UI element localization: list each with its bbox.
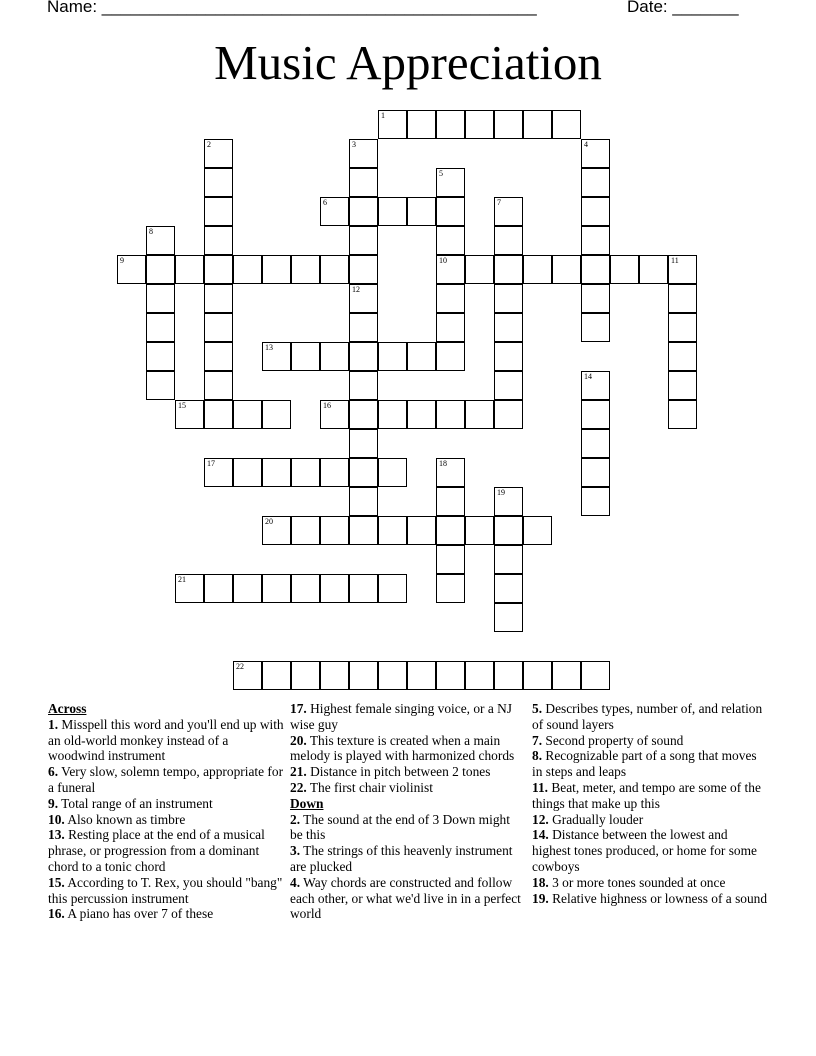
crossword-cell[interactable] [494, 487, 523, 516]
crossword-cell[interactable] [349, 574, 378, 603]
clue-number-label: 19. [532, 890, 549, 906]
clue-item [532, 827, 768, 874]
clue-number-label: 7. [532, 732, 543, 748]
clue-text: The first chair violinist [306, 779, 433, 795]
clue-text: Describes types, number of, and relation of sound layers [532, 701, 763, 732]
crossword-cell[interactable] [436, 516, 465, 545]
clue-number-label: 16. [48, 906, 65, 922]
clue-number: 16 [323, 401, 331, 410]
crossword-cell[interactable] [320, 342, 349, 371]
clue-number: 5 [439, 169, 443, 178]
crossword-cell[interactable] [552, 110, 581, 139]
crossword-cell[interactable] [262, 574, 291, 603]
clue-number: 2 [207, 140, 211, 149]
crossword-cell[interactable] [233, 574, 262, 603]
crossword-cell[interactable] [320, 574, 349, 603]
crossword-cell[interactable] [291, 516, 320, 545]
crossword-cell[interactable] [436, 255, 465, 284]
crossword-cell[interactable] [523, 255, 552, 284]
crossword-cell[interactable] [407, 110, 436, 139]
crossword-cell[interactable] [146, 371, 175, 400]
clue-number-label: 8. [532, 748, 543, 764]
crossword-cell[interactable] [581, 168, 610, 197]
crossword-cell[interactable] [204, 458, 233, 487]
clue-text: Second property of sound [542, 732, 684, 748]
clue-number: 19 [497, 488, 505, 497]
crossword-cell[interactable] [668, 342, 697, 371]
clues-column-2 [290, 701, 522, 922]
crossword-cell[interactable] [349, 226, 378, 255]
clue-item [290, 812, 522, 844]
crossword-cell[interactable] [581, 139, 610, 168]
crossword-cell[interactable] [494, 342, 523, 371]
crossword-cell[interactable] [407, 197, 436, 226]
clue-item [290, 875, 522, 922]
crossword-cell[interactable] [349, 458, 378, 487]
clue-text: Distance in pitch between 2 tones [306, 764, 491, 780]
crossword-cell[interactable] [291, 458, 320, 487]
crossword-cell[interactable] [349, 371, 378, 400]
clue-item [290, 701, 522, 733]
clue-number: 11 [671, 256, 679, 265]
clue-number: 6 [323, 198, 327, 207]
crossword-cell[interactable] [233, 661, 262, 690]
clue-text: A piano has over 7 of these [64, 906, 214, 922]
clue-item [290, 764, 522, 780]
crossword-cell[interactable] [175, 574, 204, 603]
crossword-cell[interactable] [407, 400, 436, 429]
crossword-cell[interactable] [523, 516, 552, 545]
crossword-cell[interactable] [668, 313, 697, 342]
crossword-cell[interactable] [320, 661, 349, 690]
crossword-cell[interactable] [552, 661, 581, 690]
crossword-cell[interactable] [378, 458, 407, 487]
crossword-cell[interactable] [146, 255, 175, 284]
crossword-cell[interactable] [175, 400, 204, 429]
clue-number: 7 [497, 198, 501, 207]
crossword-cell[interactable] [378, 574, 407, 603]
crossword-cell[interactable] [436, 110, 465, 139]
crossword-cell[interactable] [668, 400, 697, 429]
crossword-cell[interactable] [494, 661, 523, 690]
clue-number: 3 [352, 140, 356, 149]
clue-text: Recognizable part of a song that moves in steps and leaps [532, 748, 757, 780]
clue-text: Total range of an instrument [58, 795, 213, 811]
clue-item [532, 733, 768, 749]
clue-number: 20 [265, 517, 273, 526]
clue-item [290, 780, 522, 796]
crossword-cell[interactable] [204, 226, 233, 255]
crossword-cell[interactable] [436, 313, 465, 342]
crossword-cell[interactable] [233, 458, 262, 487]
crossword-cell[interactable] [320, 458, 349, 487]
crossword-cell[interactable] [349, 516, 378, 545]
crossword-cell[interactable] [146, 284, 175, 313]
crossword-cell[interactable] [436, 226, 465, 255]
crossword-cell[interactable] [146, 226, 175, 255]
crossword-cell[interactable] [581, 400, 610, 429]
crossword-cell[interactable] [639, 255, 668, 284]
crossword-cell[interactable] [494, 545, 523, 574]
crossword-cell[interactable] [436, 574, 465, 603]
crossword-cell[interactable] [349, 168, 378, 197]
crossword-cell[interactable] [349, 487, 378, 516]
crossword-cell[interactable] [349, 400, 378, 429]
clue-number: 4 [584, 140, 588, 149]
crossword-cell[interactable] [378, 110, 407, 139]
clue-item [532, 812, 768, 828]
crossword-cell[interactable] [581, 284, 610, 313]
clue-text: Way chords are constructed and follow each other, or what we'd live in in a perfect world [290, 874, 521, 922]
crossword-cell[interactable] [146, 313, 175, 342]
crossword-cell[interactable] [407, 661, 436, 690]
crossword-cell[interactable] [262, 255, 291, 284]
clue-text: Also known as timbre [64, 811, 186, 827]
crossword-cell[interactable] [320, 400, 349, 429]
clue-item [48, 812, 288, 828]
crossword-cell[interactable] [320, 516, 349, 545]
clue-number-label: 15. [48, 874, 65, 890]
crossword-cell[interactable] [262, 516, 291, 545]
crossword-cell[interactable] [349, 284, 378, 313]
clue-text: Misspell this word and you'll end up with an old-world monkey instead of a woodwind instrument [48, 716, 284, 764]
section-heading: Across [48, 701, 87, 716]
clue-number-label: 6. [48, 764, 59, 780]
crossword-cell[interactable] [291, 342, 320, 371]
crossword-cell[interactable] [494, 574, 523, 603]
crossword-cell[interactable] [581, 661, 610, 690]
clue-number: 15 [178, 401, 186, 410]
crossword-cell[interactable] [378, 661, 407, 690]
crossword-cell[interactable] [175, 255, 204, 284]
crossword-cell[interactable] [494, 400, 523, 429]
crossword-cell[interactable] [494, 255, 523, 284]
crossword-cell[interactable] [262, 400, 291, 429]
crossword-cell[interactable] [494, 197, 523, 226]
clue-number: 21 [178, 575, 186, 584]
clue-number: 12 [352, 285, 360, 294]
clue-text: Relative highness or lowness of a sound [548, 890, 768, 906]
crossword-cell[interactable] [204, 197, 233, 226]
crossword-cell[interactable] [262, 458, 291, 487]
crossword-cell[interactable] [320, 255, 349, 284]
name-field-label: Name: ______________________________________________ [47, 0, 537, 16]
crossword-cell[interactable] [581, 487, 610, 516]
crossword-cell[interactable] [320, 197, 349, 226]
crossword-cell[interactable] [465, 110, 494, 139]
crossword-cell[interactable] [436, 487, 465, 516]
crossword-cell[interactable] [581, 313, 610, 342]
clue-number-label: 18. [532, 874, 549, 890]
crossword-cell[interactable] [581, 458, 610, 487]
clue-item [48, 717, 288, 764]
clue-number-label: 17. [290, 701, 307, 716]
clues-column-1 [48, 701, 288, 922]
clue-item [532, 780, 768, 812]
crossword-cell[interactable] [494, 284, 523, 313]
clue-number-label: 20. [290, 732, 307, 748]
crossword-cell[interactable] [581, 255, 610, 284]
crossword-cell[interactable] [262, 342, 291, 371]
crossword-cell[interactable] [262, 661, 291, 690]
clue-item [48, 764, 288, 796]
clue-number-label: 14. [532, 827, 549, 843]
crossword-cell[interactable] [204, 284, 233, 313]
crossword-cell[interactable] [204, 371, 233, 400]
crossword-cell[interactable] [204, 400, 233, 429]
clue-number: 8 [149, 227, 153, 236]
crossword-cell[interactable] [204, 313, 233, 342]
clues-column-3 [532, 701, 768, 906]
clue-text: Very slow, solemn tempo, appropriate for a funeral [48, 764, 284, 795]
crossword-cell[interactable] [291, 574, 320, 603]
crossword-cell[interactable] [204, 168, 233, 197]
crossword-cell[interactable] [407, 342, 436, 371]
crossword-cell[interactable] [436, 168, 465, 197]
crossword-cell[interactable] [349, 139, 378, 168]
clue-number: 13 [265, 343, 273, 352]
clue-number-label: 10. [48, 811, 65, 827]
clue-item [532, 748, 768, 780]
clue-number: 9 [120, 256, 124, 265]
clue-text: The strings of this heavenly instrument are plucked [290, 843, 513, 874]
crossword-cell[interactable] [291, 255, 320, 284]
clue-number-label: 3. [290, 843, 301, 859]
crossword-cell[interactable] [378, 516, 407, 545]
clue-item [532, 701, 768, 733]
crossword-cell[interactable] [349, 342, 378, 371]
crossword-cell[interactable] [436, 661, 465, 690]
crossword-cell[interactable] [668, 371, 697, 400]
clue-text: Distance between the lowest and highest tones produced, or home for some cowboys [532, 827, 757, 874]
crossword-cell[interactable] [349, 255, 378, 284]
clue-text: The sound at the end of 3 Down might be this [290, 811, 510, 843]
crossword-cell[interactable] [204, 139, 233, 168]
clue-item [48, 796, 288, 812]
clue-number: 14 [584, 372, 592, 381]
crossword-cell[interactable] [465, 255, 494, 284]
crossword-cell[interactable] [204, 574, 233, 603]
crossword-cell[interactable] [436, 197, 465, 226]
crossword-cell[interactable] [581, 197, 610, 226]
clue-text: According to T. Rex, you should "bang" this percussion instrument [48, 874, 283, 906]
crossword-cell[interactable] [465, 661, 494, 690]
crossword-cell[interactable] [610, 255, 639, 284]
crossword-cell[interactable] [494, 516, 523, 545]
crossword-cell[interactable] [436, 545, 465, 574]
clue-number-label: 5. [532, 701, 543, 716]
crossword-cell[interactable] [465, 400, 494, 429]
section-heading: Down [290, 795, 324, 811]
clue-number-label: 13. [48, 827, 65, 843]
clue-text: Resting place at the end of a musical phrase, or progression from a dominant chord to a tonic chord [48, 827, 265, 874]
clue-number-label: 9. [48, 795, 59, 811]
crossword-cell[interactable] [552, 255, 581, 284]
clue-item [48, 827, 288, 874]
clue-number-label: 2. [290, 811, 301, 827]
crossword-cell[interactable] [523, 110, 552, 139]
crossword-cell[interactable] [204, 342, 233, 371]
crossword-cell[interactable] [233, 255, 262, 284]
crossword-cell[interactable] [436, 342, 465, 371]
clue-text: Beat, meter, and tempo are some of the things that make up this [532, 779, 761, 811]
crossword-cell[interactable] [204, 255, 233, 284]
crossword-cell[interactable] [436, 458, 465, 487]
crossword-cell[interactable] [668, 255, 697, 284]
clue-number-label: 12. [532, 811, 549, 827]
clue-item [290, 733, 522, 765]
clue-number-label: 4. [290, 874, 301, 890]
crossword-cell[interactable] [407, 516, 436, 545]
crossword-cell[interactable] [523, 661, 552, 690]
clue-number: 10 [439, 256, 447, 265]
crossword-cell[interactable] [378, 400, 407, 429]
crossword-cell[interactable] [349, 661, 378, 690]
crossword-cell[interactable] [494, 371, 523, 400]
clue-number-label: 11. [532, 779, 548, 795]
crossword-cell[interactable] [436, 400, 465, 429]
crossword-cell[interactable] [581, 226, 610, 255]
crossword-cell[interactable] [581, 371, 610, 400]
clue-number: 1 [381, 111, 385, 120]
crossword-cell[interactable] [494, 313, 523, 342]
clue-text: 3 or more tones sounded at once [548, 874, 726, 890]
clue-text: This texture is created when a main melody is played with harmonized chords [290, 732, 515, 764]
clue-number: 22 [236, 662, 244, 671]
date-field-label: Date: _______ [627, 0, 739, 16]
crossword-cell[interactable] [291, 661, 320, 690]
clue-item [290, 843, 522, 875]
crossword-cell[interactable] [494, 110, 523, 139]
clue-number-label: 22. [290, 779, 307, 795]
crossword-cell[interactable] [349, 197, 378, 226]
clue-number: 17 [207, 459, 215, 468]
crossword-cell[interactable] [378, 197, 407, 226]
clue-item [532, 891, 768, 907]
clue-number-label: 1. [48, 716, 59, 732]
crossword-cell[interactable] [378, 342, 407, 371]
clue-number-label: 21. [290, 764, 307, 780]
crossword-cell[interactable] [349, 313, 378, 342]
clue-item [48, 906, 288, 922]
clue-text: Gradually louder [548, 811, 644, 827]
crossword-cell[interactable] [494, 226, 523, 255]
crossword-cell[interactable] [349, 429, 378, 458]
page-title: Music Appreciation [214, 35, 602, 90]
clue-item [532, 875, 768, 891]
crossword-cell[interactable] [494, 603, 523, 632]
clue-number: 18 [439, 459, 447, 468]
crossword-cell[interactable] [117, 255, 146, 284]
crossword-cell[interactable] [465, 516, 494, 545]
crossword-cell[interactable] [581, 429, 610, 458]
crossword-cell[interactable] [436, 284, 465, 313]
clue-text: Highest female singing voice, or a NJ wise guy [290, 701, 513, 732]
crossword-cell[interactable] [668, 284, 697, 313]
clue-item [48, 875, 288, 907]
crossword-cell[interactable] [233, 400, 262, 429]
crossword-cell[interactable] [146, 342, 175, 371]
